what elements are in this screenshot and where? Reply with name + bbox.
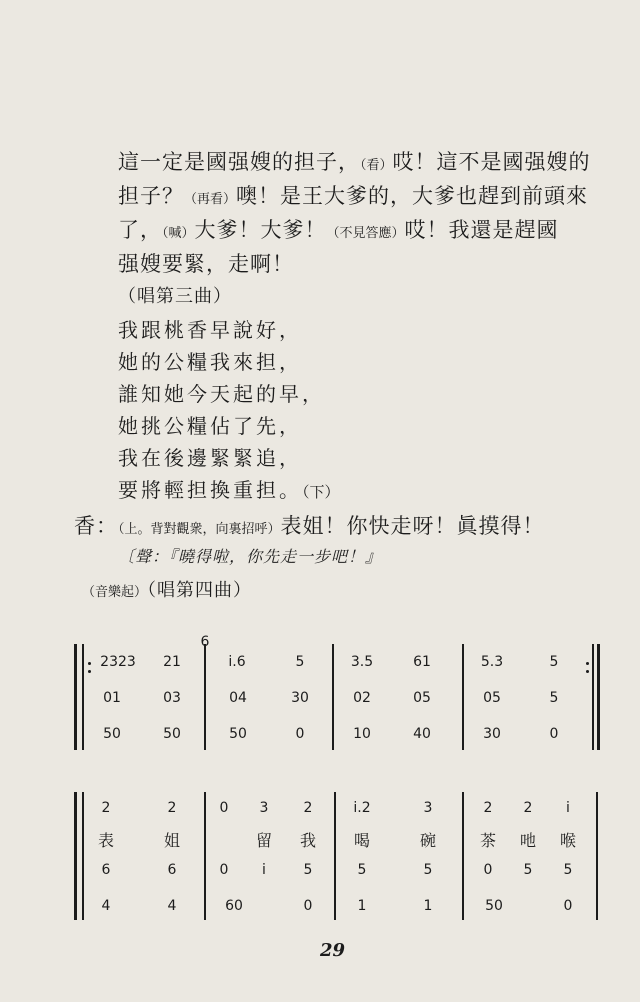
verse-line-4: 她挑公糧佔了先，	[118, 414, 302, 438]
bar-line	[596, 792, 598, 920]
bar-line	[82, 792, 84, 920]
lyric-char: 吔	[519, 831, 536, 850]
note-cell: 2323	[100, 654, 136, 670]
note-cell: 50	[229, 726, 247, 742]
lyric-char: 喉	[559, 831, 576, 850]
verse-line-5: 我在後邊緊緊追，	[118, 446, 302, 470]
note-cell: 5	[423, 862, 433, 878]
page-number: 29	[320, 940, 346, 961]
text-line-2	[118, 180, 588, 210]
repeat-dot	[586, 662, 589, 665]
bar-line	[592, 644, 594, 750]
note-cell: 4	[167, 898, 177, 914]
speaker-label: 香：	[74, 514, 118, 538]
note-cell: 05	[413, 690, 431, 706]
stage-direction: （音樂起）	[82, 585, 148, 600]
note-cell: i.2	[353, 800, 371, 816]
lyric-char: 留	[255, 831, 272, 850]
stage-direction: （喊）	[162, 226, 195, 241]
bar-line	[334, 792, 336, 920]
note-cell: 03	[163, 690, 181, 706]
text-segment: 大爹！大爹！	[194, 218, 327, 242]
note-cell: 6	[101, 862, 111, 878]
note-cell: 30	[291, 690, 309, 706]
note-cell: 0	[549, 726, 559, 742]
stage-direction: （下）	[302, 483, 340, 501]
note-cell: 3	[259, 800, 269, 816]
music-cue	[82, 576, 252, 602]
note-cell: 60	[225, 898, 243, 914]
note-cell: 5	[523, 862, 533, 878]
note-cell: 5	[563, 862, 573, 878]
text-segment: 要將輕担換重担。	[118, 478, 302, 502]
song-cue-4: （唱第四曲）	[147, 580, 253, 601]
note-cell: 1	[357, 898, 367, 914]
note-cell: 61	[413, 654, 431, 670]
note-cell: 2	[303, 800, 313, 816]
note-cell: 50	[163, 726, 181, 742]
note-cell: 3	[423, 800, 433, 816]
note-cell: 4	[101, 898, 111, 914]
note-cell: 2	[101, 800, 111, 816]
text-segment: 表姐！你快走呀！眞摸得！	[280, 514, 545, 538]
note-cell: i	[566, 800, 570, 816]
stage-direction: （再看）	[184, 192, 237, 207]
note-cell: 04	[229, 690, 247, 706]
text-line-1	[118, 146, 591, 176]
text-segment: 哎！我還是趕國	[404, 218, 559, 242]
note-cell: 5	[549, 690, 559, 706]
note-cell: 5	[357, 862, 367, 878]
note-cell: 0	[483, 862, 493, 878]
verse-line-3: 誰知她今天起的早，	[118, 382, 325, 406]
verse-line-1: 我跟桃香早說好，	[118, 318, 302, 342]
note-cell: 05	[483, 690, 501, 706]
lyric-char: 表	[97, 831, 114, 850]
note-cell: 1	[423, 898, 433, 914]
system-brace	[74, 644, 77, 750]
note-cell: 2	[483, 800, 493, 816]
note-cell: i.6	[228, 654, 246, 670]
note-cell: 0	[303, 898, 313, 914]
text-segment: 担子？	[118, 184, 184, 208]
note-cell: 5	[295, 654, 305, 670]
note-cell: 10	[353, 726, 371, 742]
note-cell: 50	[103, 726, 121, 742]
note-cell: 3.5	[350, 654, 374, 670]
final-bar-line	[597, 644, 600, 750]
note-cell: 50	[485, 898, 503, 914]
note-cell: 02	[353, 690, 371, 706]
note-cell: 0	[563, 898, 573, 914]
stage-direction: （看）	[360, 158, 393, 173]
note-cell: 5.3	[480, 654, 504, 670]
lyric-char: 喝	[353, 831, 370, 850]
note-cell: 40	[413, 726, 431, 742]
lyric-char: 碗	[419, 831, 436, 850]
note-cell: 0	[219, 800, 229, 816]
verse-line-6	[118, 474, 340, 503]
note-cell: 5	[549, 654, 559, 670]
note-cell: 6	[167, 862, 177, 878]
text-segment: 哎！這不是國强嫂的	[392, 150, 591, 174]
offstage-voice: 〔聲：『曉得啦，你先走一步吧！』	[118, 547, 383, 566]
song-cue-3: （唱第三曲）	[118, 286, 232, 307]
text-line-4: 强嫂要緊，走啊！	[118, 252, 294, 276]
bar-line	[82, 644, 84, 750]
dialogue-line	[74, 510, 545, 540]
note-cell: 21	[163, 654, 181, 670]
lyric-char: 姐	[163, 831, 180, 850]
note-cell: 2	[167, 800, 177, 816]
repeat-dot	[88, 670, 91, 673]
text-segment: 這一定是國强嫂的担子，	[118, 150, 360, 174]
repeat-dot	[586, 670, 589, 673]
lyric-char: 茶	[479, 831, 496, 850]
stage-direction: （上。背對觀衆，向裏招呼）	[118, 522, 281, 537]
note-cell: 2	[523, 800, 533, 816]
stage-direction: （不見答應）	[326, 226, 405, 241]
note-cell: 30	[483, 726, 501, 742]
text-segment: 了，	[118, 218, 162, 242]
system-brace	[74, 792, 77, 920]
text-line-3	[118, 214, 559, 244]
bar-line	[204, 644, 206, 750]
bar-line	[462, 644, 464, 750]
repeat-dot	[88, 662, 91, 665]
bar-line	[332, 644, 334, 750]
lyric-char: 我	[299, 831, 316, 850]
bar-line	[462, 792, 464, 920]
note-cell: 0	[295, 726, 305, 742]
octave-mark: 6	[200, 634, 210, 650]
note-cell: 0	[219, 862, 229, 878]
text-segment: 噢！是王大爹的，大爹也趕到前頭來	[236, 184, 589, 208]
verse-line-2: 她的公糧我來担，	[118, 350, 302, 374]
note-cell: 01	[103, 690, 121, 706]
note-cell: 5	[303, 862, 313, 878]
note-cell: i	[262, 862, 266, 878]
